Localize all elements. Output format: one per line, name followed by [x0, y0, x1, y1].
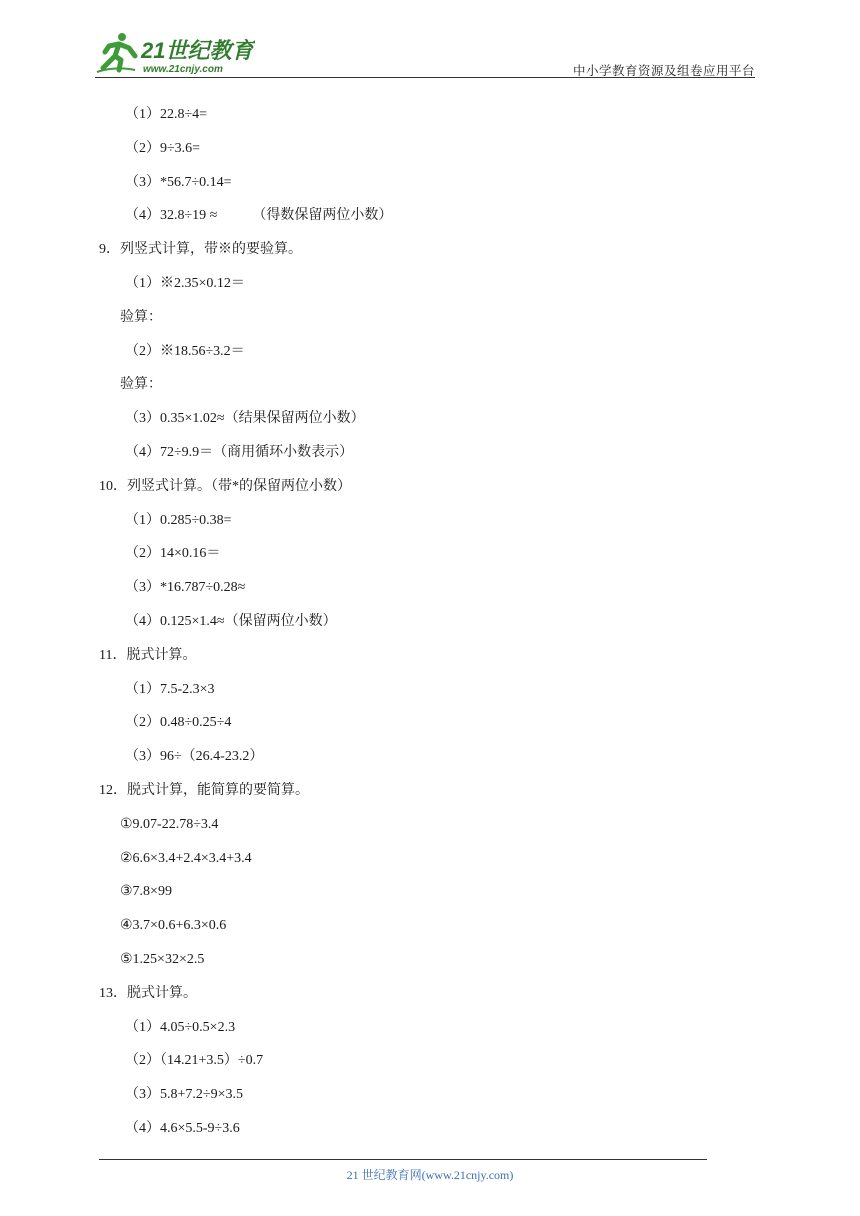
problem-item: （4）72÷9.9＝（商用循环小数表示）	[125, 445, 354, 460]
logo	[95, 30, 255, 76]
problem-item: （2）※18.56÷3.2＝	[125, 343, 245, 359]
page-header	[95, 30, 755, 78]
logo-text: 21世纪教育	[141, 38, 254, 63]
problem-item: （1）0.285÷0.38=	[125, 512, 232, 528]
problem-item: （2）9÷3.6=	[125, 140, 201, 156]
platform-name: 中小学教育资源及组卷应用平台	[572, 63, 755, 78]
question-title: 10．列竖式计算。（带*的保留两位小数）	[99, 478, 351, 494]
problem-item: （2）0.48÷0.25÷4	[125, 715, 232, 731]
runner-icon	[97, 33, 135, 72]
problem-item: （3）*16.787÷0.28≈	[125, 580, 246, 596]
verification-label: 验算：	[120, 377, 162, 393]
problem-item: ①9.07-22.78÷3.4	[120, 816, 219, 832]
problem-item: （3）0.35×1.02≈（结果保留两位小数）	[125, 411, 365, 427]
verification-label: 验算：	[120, 309, 162, 325]
problem-item: （1）4.05÷0.5×2.3	[125, 1019, 236, 1035]
problem-item: （3）*56.7÷0.14=	[125, 174, 232, 190]
problem-item: （4）4.6×5.5-9÷3.6	[125, 1121, 240, 1136]
problem-item: （1）※2.35×0.12＝	[125, 276, 245, 291]
problem-item: （3）5.8+7.2÷9×3.5	[125, 1087, 243, 1103]
problem-item: （3）96÷（26.4-23.2）	[125, 749, 264, 765]
question-title: 12．脱式计算，能简算的要简算。	[99, 783, 309, 798]
problem-item: （2）（14.21+3.5）÷0.7	[125, 1053, 264, 1069]
problem-item: ②6.6×3.4+2.4×3.4+3.4	[120, 850, 252, 866]
problem-item: （4）32.8÷19 ≈ （得数保留两位小数）	[125, 208, 393, 224]
question-title: 9．列竖式计算，带※的要验算。	[99, 242, 302, 258]
logo-url: www.21cnjy.com	[143, 64, 223, 75]
problem-item: （4）0.125×1.4≈（保留两位小数）	[125, 614, 337, 629]
problem-item: ③7.8×99	[120, 884, 172, 900]
question-title: 13．脱式计算。	[99, 985, 197, 1001]
problem-item: ⑤1.25×32×2.5	[120, 952, 205, 967]
problem-item: （1）7.5-2.3×3	[125, 681, 215, 697]
problem-item: ④3.7×0.6+6.3×0.6	[120, 918, 227, 934]
problem-item: （2）14×0.16＝	[125, 546, 221, 562]
footer-divider	[99, 1159, 707, 1160]
header-divider	[95, 77, 755, 78]
question-title: 11．脱式计算。	[99, 647, 197, 663]
problem-item: （1）22.8÷4=	[125, 107, 208, 122]
footer-link[interactable]: 21 世纪教育网(www.21cnjy.com)	[346, 1168, 514, 1182]
